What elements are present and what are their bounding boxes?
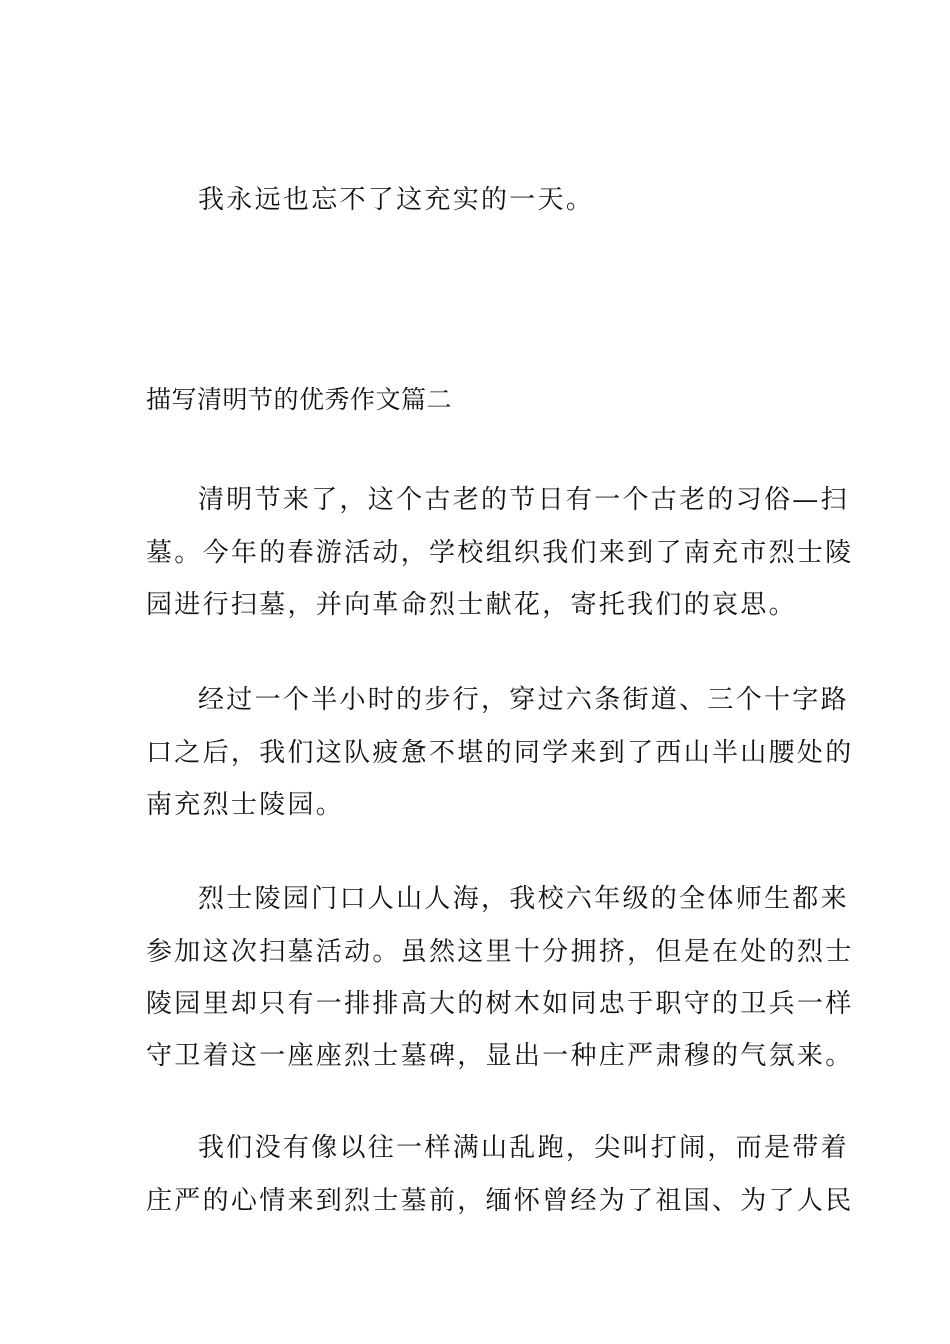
paragraph-line: 烈士陵园门口人山人海，我校六年级的全体师生都来 [198,884,849,914]
paragraph-line: 参加这次扫墓活动。虽然这里十分拥挤，但是在处的烈士 [146,937,854,967]
paragraph-line: 口之后，我们这队疲惫不堪的同学来到了西山半山腰处的 [146,738,854,768]
paragraph-line: 守卫着这一座座烈士墓碑，显出一种庄严肃穆的气氛来。 [146,1041,854,1071]
essay-heading: 描写清明节的优秀作文篇二 [146,385,453,414]
paragraph-line: 墓。今年的春游活动，学校组织我们来到了南充市烈士陵 [146,538,854,568]
paragraph-line: 园进行扫墓，并向革命烈士献花，寄托我们的哀思。 [146,590,797,620]
paragraph-line: 南充烈士陵园。 [146,790,345,820]
paragraph-line: 经过一个半小时的步行，穿过六条街道、三个十字路 [198,685,849,715]
paragraph-line: 陵园里却只有一排排高大的树木如同忠于职守的卫兵一样 [146,989,854,1019]
closing-line: 我永远也忘不了这充实的一天。 [198,185,595,215]
paragraph-line: 庄严的心情来到烈士墓前，缅怀曾经为了祖国、为了人民 [146,1186,854,1216]
paragraph-line: 清明节来了，这个古老的节日有一个古老的习俗—扫 [198,485,849,515]
paragraph-line: 我们没有像以往一样满山乱跑，尖叫打闹，而是带着 [198,1133,849,1163]
